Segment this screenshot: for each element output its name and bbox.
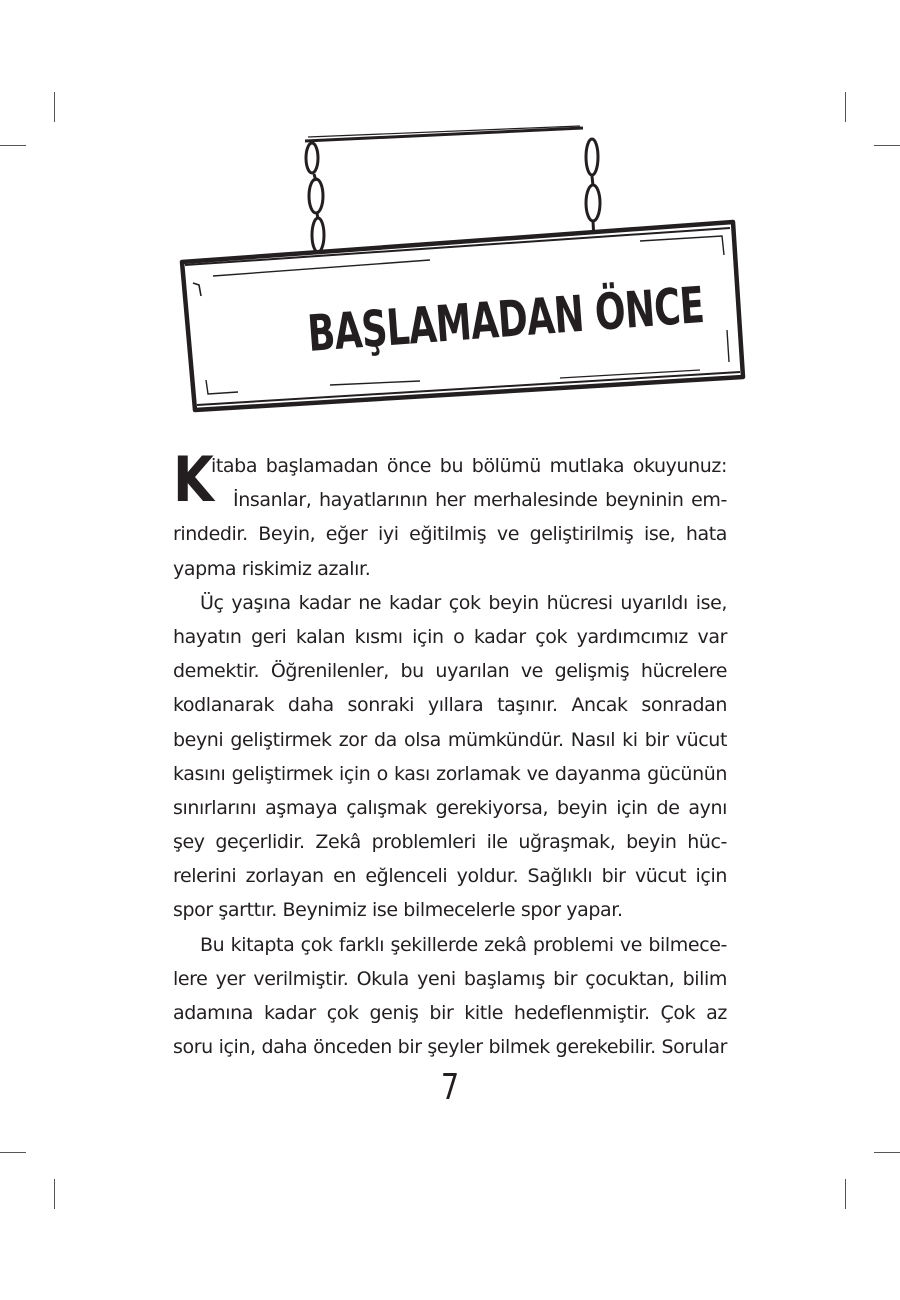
page-number: 7: [440, 1067, 460, 1108]
text-line: adamına kadar çok geniş bir kitle hedeflenmiştir. Çok az: [173, 1002, 727, 1024]
text-line: Bu kitapta çok farklı şekillerde zekâ problemi ve bilmece-: [200, 933, 727, 956]
text-line: spor şarttır. Beynimiz ise bilmecelerle spor yapar.: [173, 899, 623, 922]
text-line: itaba başlamadan önce bu bölümü mutlaka okuyunuz:: [211, 455, 727, 477]
crop-mark-bottom-left: [54, 1179, 55, 1209]
text-line: kasını geliştirmek için o kası zorlamak ve dayanma gücünün: [173, 762, 727, 785]
right-chain: [586, 139, 600, 240]
crop-mark-bottom-right: [845, 1179, 846, 1209]
text-line: sınırlarını aşmaya çalışmak gerekiyorsa, beyin için de aynı: [173, 796, 727, 819]
text-line: rindedir. Beyin, eğer iyi eğitilmiş ve geliştirilmiş ise, hata: [173, 523, 727, 546]
text-line: lere yer verilmiştir. Okula yeni başlamış bir çocuktan, bilim: [173, 967, 727, 990]
text-line: demektir. Öğrenilenler, bu uyarılan ve gelişmiş hücrelere: [173, 660, 727, 683]
body-text: [173, 443, 727, 1064]
left-chain: [306, 143, 324, 252]
text-line: soru için, daha önceden bir şeyler bilmek gerekebilir. Sorular: [173, 1036, 727, 1059]
crop-mark-bottom-left-h: [0, 1152, 26, 1153]
text-line: şey geçerlidir. Zekâ problemleri ile uğraşmak, beyin hüc-: [173, 831, 727, 854]
drop-cap: K: [173, 443, 213, 516]
text-line: Üç yaşına kadar ne kadar çok beyin hücresi uyarıldı ise,: [200, 591, 727, 614]
hanging-sign-illustration: [0, 0, 900, 440]
text-line: beyni geliştirmek zor da olsa mümkündür. Nasıl ki bir vücut: [173, 728, 727, 751]
text-line: hayatın geri kalan kısmı için o kadar çok yardımcımız var: [173, 625, 727, 648]
text-line: relerini zorlayan en eğlenceli yoldur. Sağlıklı bir vücut için: [173, 865, 727, 888]
sign-title: BAŞLAMADAN ÖNCE: [305, 277, 706, 364]
text-line: kodlanarak daha sonraki yıllara taşınır. Ancak sonradan: [173, 694, 727, 717]
text-line: İnsanlar, hayatlarının her merhalesinde beyninin em-: [233, 489, 727, 512]
text-line: yapma riskimiz azalır.: [173, 557, 371, 580]
crop-mark-bottom-right-h: [874, 1152, 900, 1153]
